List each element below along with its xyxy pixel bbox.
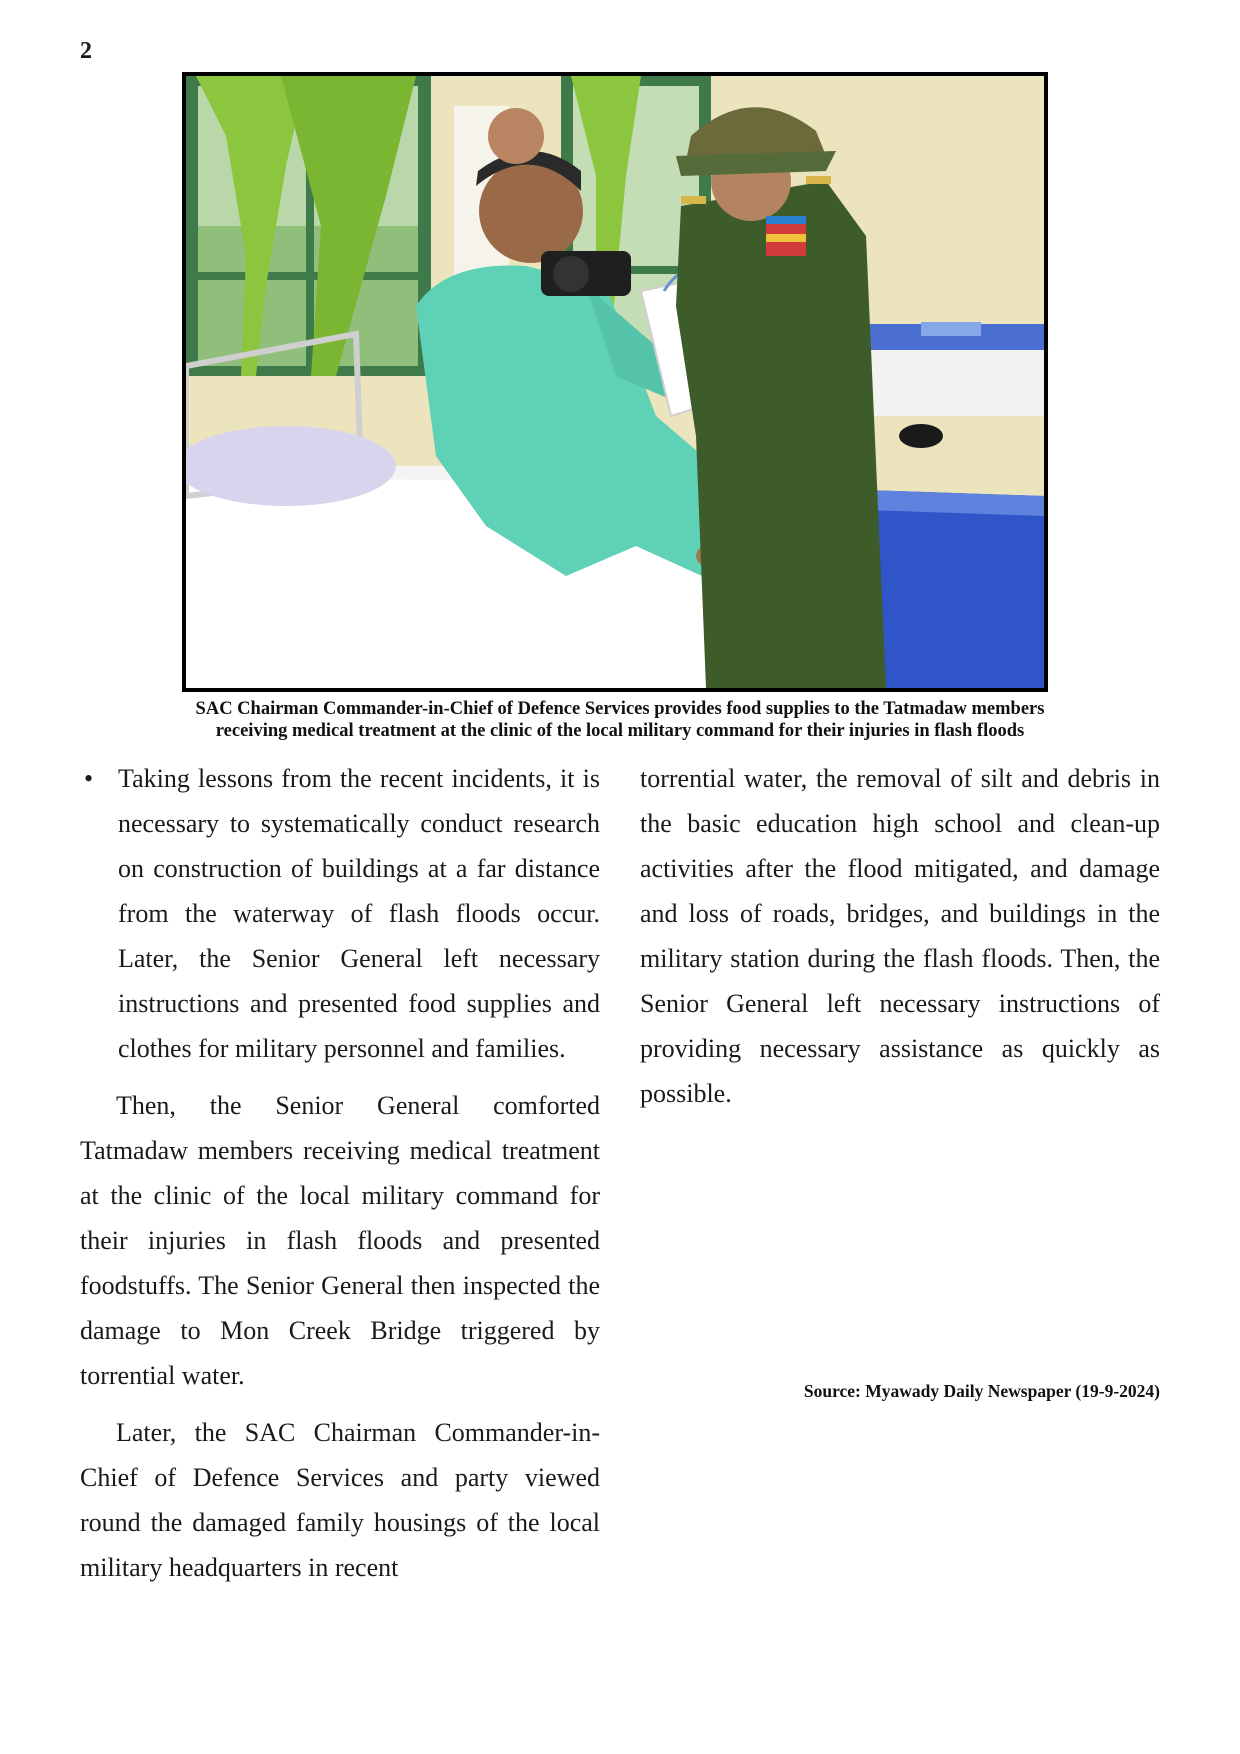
bullet-icon: • bbox=[84, 764, 94, 793]
left-column bbox=[80, 756, 600, 1590]
paragraph-2-start: Later, the SAC Chairman Commander-in-Chief of Defence Services and party viewed round the damaged family housings of the local military headquarters in recent bbox=[80, 1418, 600, 1582]
right-column bbox=[640, 756, 1160, 1116]
photo-illustration bbox=[186, 76, 1044, 688]
caption-line-2: receiving medical treatment at the clinic of the local military command for their injuries in flash floods bbox=[215, 721, 1025, 741]
photo-caption bbox=[100, 698, 1140, 742]
paragraph-2-continued: torrential water, the removal of silt and debris in the basic education high school and clean-up activities after the flood mitigated, and damage and loss of roads, bridges, and buildings in the military station during the flash floods. Then, the Senior General left necessary instructions of providing necessary assistance as quickly as possible. bbox=[640, 764, 1160, 1108]
bullet-item bbox=[80, 756, 600, 1071]
caption-line-1: SAC Chairman Commander-in-Chief of Defence Services provides food supplies to the Tatmadaw members bbox=[195, 699, 1045, 719]
page-number: 2 bbox=[80, 38, 92, 64]
news-photo bbox=[182, 72, 1048, 692]
bullet-text: Taking lessons from the recent incidents, it is necessary to systematically conduct research on construction of buildings at a far distance from the waterway of flash floods occur. Later, the Senior General left necessary instructions and presented food supplies and clothes for military personnel and families. bbox=[118, 764, 600, 1063]
source-credit: Source: Myawady Daily Newspaper (19-9-2024) bbox=[803, 1381, 1160, 1401]
paragraph-1: Then, the Senior General comforted Tatmadaw members receiving medical treatment at the clinic of the local military command for their injuries in flash floods and presented foodstuffs. The Senior General then inspected the damage to Mon Creek Bridge triggered by torrential water. bbox=[80, 1091, 600, 1390]
